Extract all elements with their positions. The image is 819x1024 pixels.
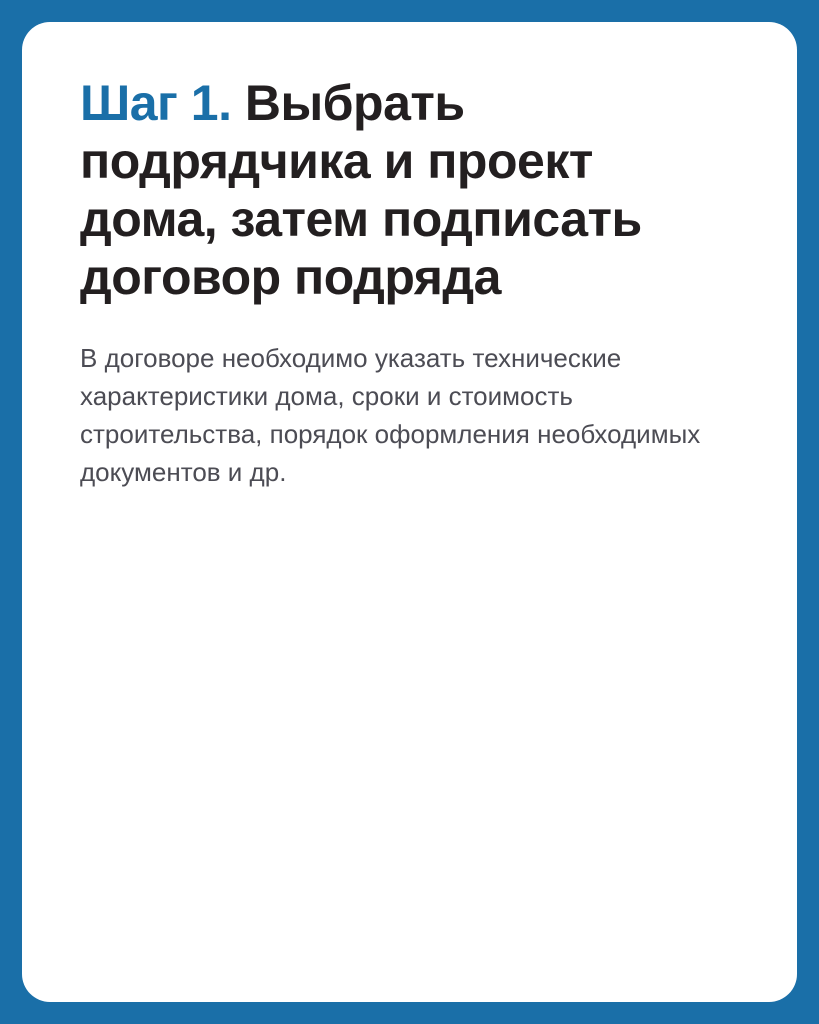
- content-card: [22, 22, 797, 1002]
- step-title-text: Выбрать подрядчика и проект дома, затем подписать договор подряда: [80, 75, 642, 305]
- body-paragraph: В договоре необходимо указать технические характеристики дома, сроки и стоимость строительства, порядок оформления необходимых документов и др.: [80, 343, 701, 487]
- page-title: [80, 74, 740, 306]
- step-label: Шаг 1.: [80, 75, 232, 131]
